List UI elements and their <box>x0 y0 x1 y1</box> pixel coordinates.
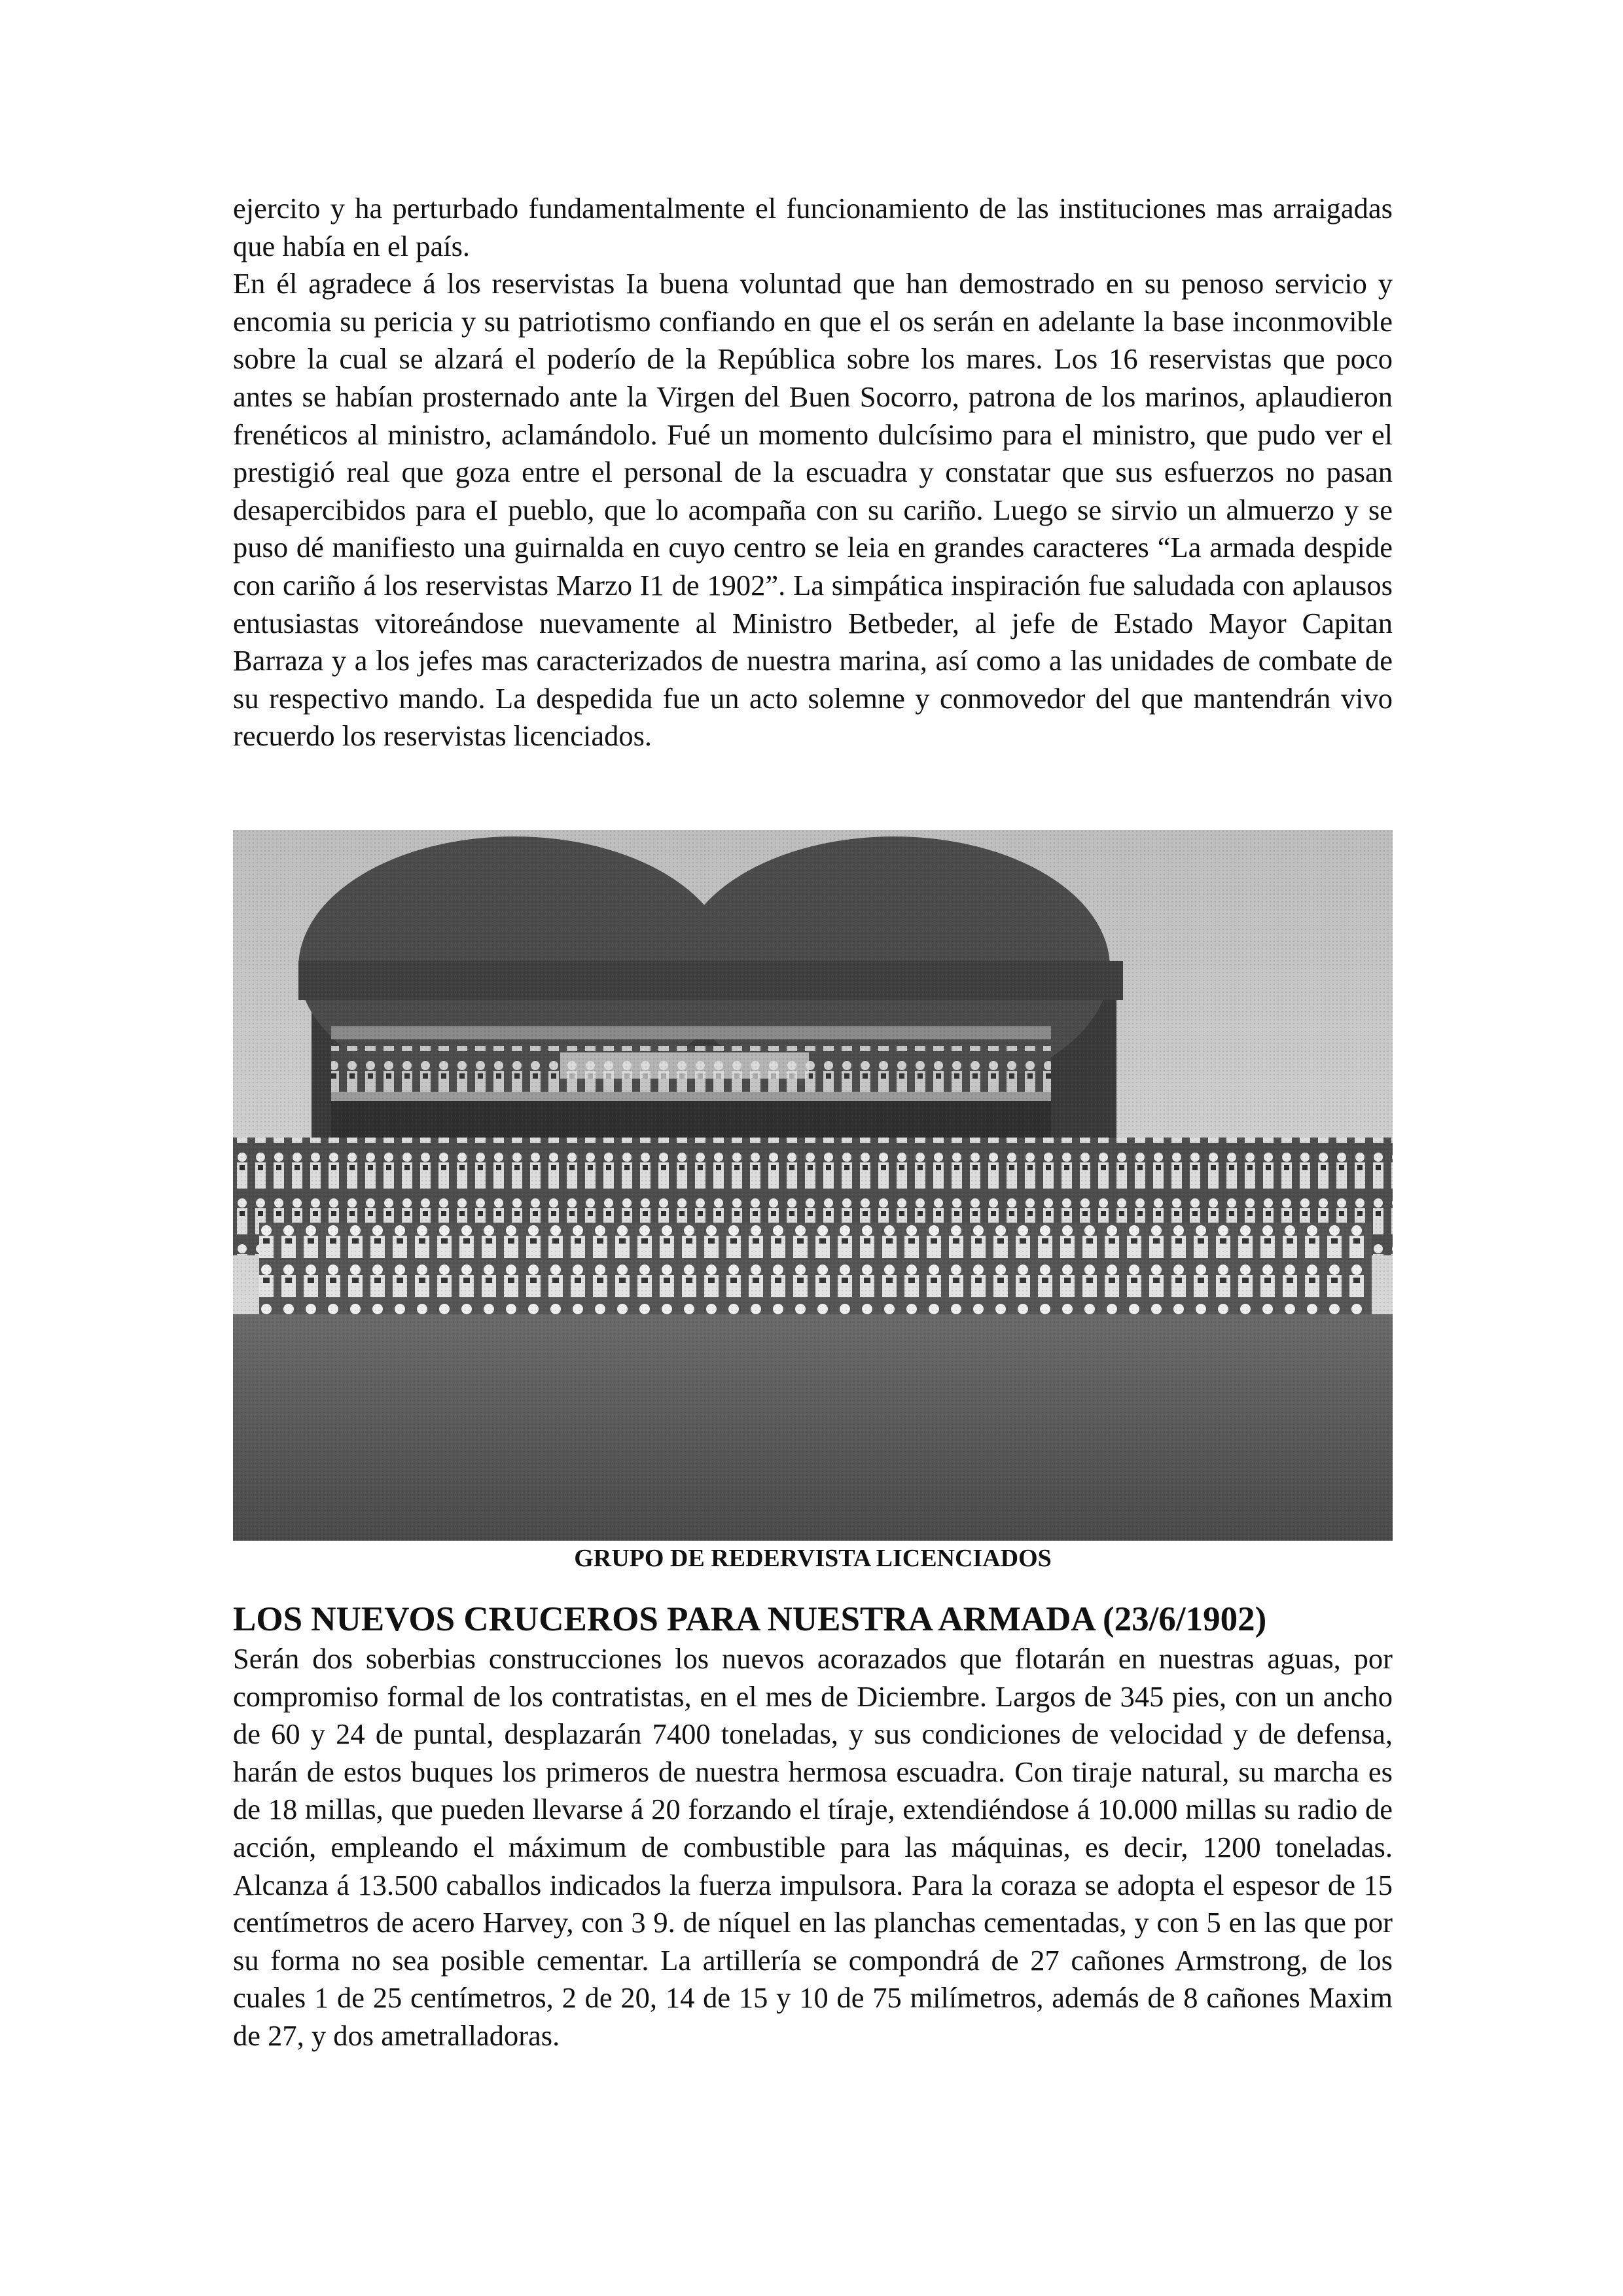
photo-caption: GRUPO DE REDERVISTA LICENCIADOS <box>574 1545 1052 1572</box>
group-photo <box>233 830 1393 1541</box>
paragraph-intro: ejercito y ha perturbado fundamentalmente el funcionamiento de las instituciones mas arraigadas que había en el país. <box>233 192 1393 262</box>
section-title: LOS NUEVOS CRUCEROS PARA NUESTRA ARMADA (23/6/1902) <box>233 1600 1267 1638</box>
paragraph-main: En él agradece á los reservistas Ia buena voluntad que han demostrado en su penoso servicio y encomia su pericia y su patriotismo confiando en que el os serán en adelante la base inconmovible sobre la cual se alzará el poderío de la República sobre los mares. Los 16 reservistas que poco antes se habían prosternado ante la Virgen del Buen Socorro, patrona de los marinos, aplaudieron frenéticos al ministro, aclamándolo. Fué un momento dulcísimo para el ministro, que pudo ver el prestigió real que goza entre el personal de la escuadra y constatar que sus esfuerzos no pasan desapercibidos para eI pueblo, que lo acompaña con su cariño. Luego se sirvio un almuerzo y se puso dé manifiesto una guirnalda en cuyo centro se leia en grandes caracteres “La armada despide con cariño á los reservistas Marzo I1 de 1902”. La simpática inspiración fue saludada con aplausos entusiastas vitoreándose nuevamente al Ministro Betbeder, al jefe de Estado Mayor Capitan Barraza y a los jefes mas caracterizados de nuestra marina, así como a las unidades de combate de su respectivo mando. La despedida fue un acto solemne y conmovedor del que mantendrán vivo recuerdo los reservistas licenciados. <box>233 267 1393 753</box>
group-photo-image <box>233 830 1393 1541</box>
paragraph-cruceros: Serán dos soberbias construcciones los nuevos acorazados que flotarán en nuestras aguas, por compromiso formal de los contratistas, en el mes de Diciembre. Largos de 345 pies, con un ancho de 60 y 24 de puntal, desplazarán 7400 toneladas, y sus condiciones de velocidad y de defensa, harán de estos buques los primeros de nuestra hermosa escuadra. Con tiraje natural, su marcha es de 18 millas, que pueden llevarse á 20 forzando el tíraje, extendiéndose á 10.000 millas su radio de acción, empleando el máximum de combustible para las máquinas, es decir, 1200 toneladas. Alcanza á 13.500 caballos indicados la fuerza impulsora. Para la coraza se adopta el espesor de 15 centímetros de acero Harvey, con 3 9. de níquel en las planchas cementadas, y con 5 en las que por su forma no sea posible cementar. La artillería se compondrá de 27 cañones Armstrong, de los cuales 1 de 25 centímetros, 2 de 20, 14 de 15 y 10 de 75 milímetros, además de 8 cañones Maxim de 27, y dos ametralladoras. <box>233 1642 1393 2052</box>
article-top <box>233 190 1393 755</box>
article-cruceros <box>233 1598 1393 2055</box>
